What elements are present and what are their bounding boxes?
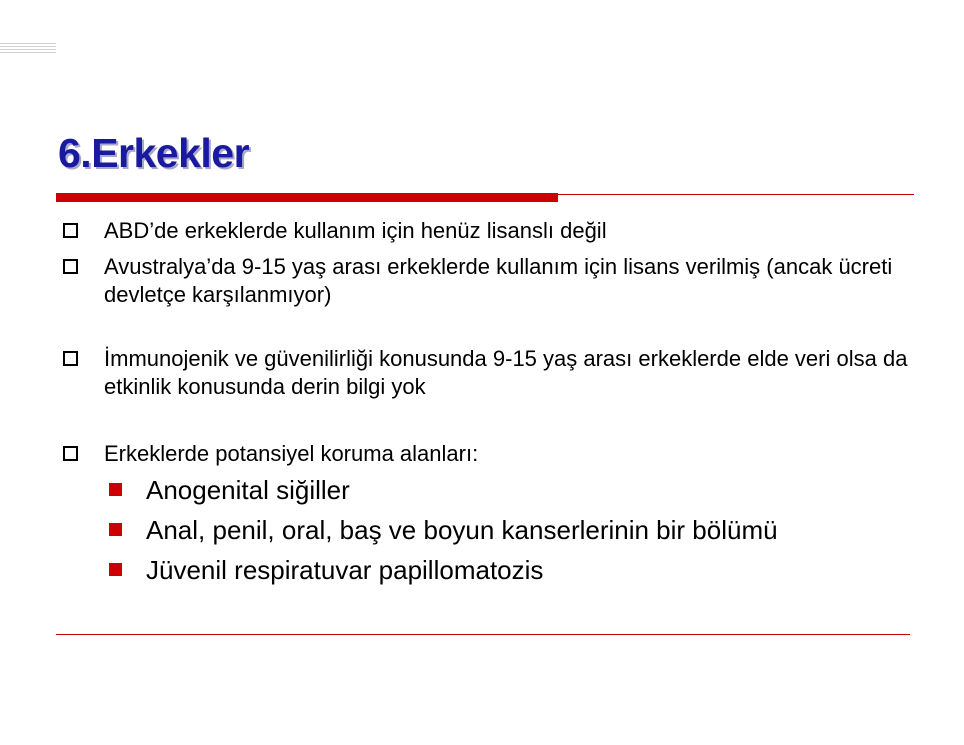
sub-bullet-text: Jüvenil respiratuvar papillomatozis bbox=[146, 555, 544, 585]
sub-bullet-text: Anogenital siğiller bbox=[146, 475, 350, 505]
sub-bullet-text: Anal, penil, oral, baş ve boyun kanserlerinin bir bölümü bbox=[146, 515, 778, 545]
hollow-square-bullet-icon bbox=[63, 351, 78, 366]
hollow-square-bullet-icon bbox=[63, 223, 78, 238]
bullet-item bbox=[58, 345, 924, 401]
bullet-text: Erkeklerde potansiyel koruma alanları: bbox=[104, 441, 479, 466]
sub-bullet-item bbox=[58, 470, 928, 510]
slide-body bbox=[58, 217, 928, 590]
bullet-text: İmmunojenik ve güvenilirliği konusunda 9-15 yaş arası erkeklerde elde veri olsa da etkinlik konusunda derin bilgi yok bbox=[104, 346, 908, 399]
bullet-item bbox=[58, 217, 928, 245]
slide-title: 6.Erkekler bbox=[58, 130, 250, 176]
hollow-square-bullet-icon bbox=[63, 259, 78, 274]
filled-square-bullet-icon bbox=[109, 483, 122, 496]
sub-bullet-item bbox=[58, 550, 928, 590]
sub-bullet-item bbox=[58, 510, 928, 550]
bullet-text: ABD’de erkeklerde kullanım için henüz lisanslı değil bbox=[104, 218, 607, 243]
filled-square-bullet-icon bbox=[109, 523, 122, 536]
hollow-square-bullet-icon bbox=[63, 446, 78, 461]
bullet-item bbox=[58, 253, 924, 309]
title-rule-thick bbox=[56, 193, 558, 202]
corner-decoration bbox=[0, 43, 56, 55]
footer-rule bbox=[56, 634, 910, 635]
bullet-text: Avustralya’da 9-15 yaş arası erkeklerde kullanım için lisans verilmiş (ancak ücreti devletçe karşılanmıyor) bbox=[104, 254, 893, 307]
bullet-item bbox=[58, 440, 928, 468]
filled-square-bullet-icon bbox=[109, 563, 122, 576]
